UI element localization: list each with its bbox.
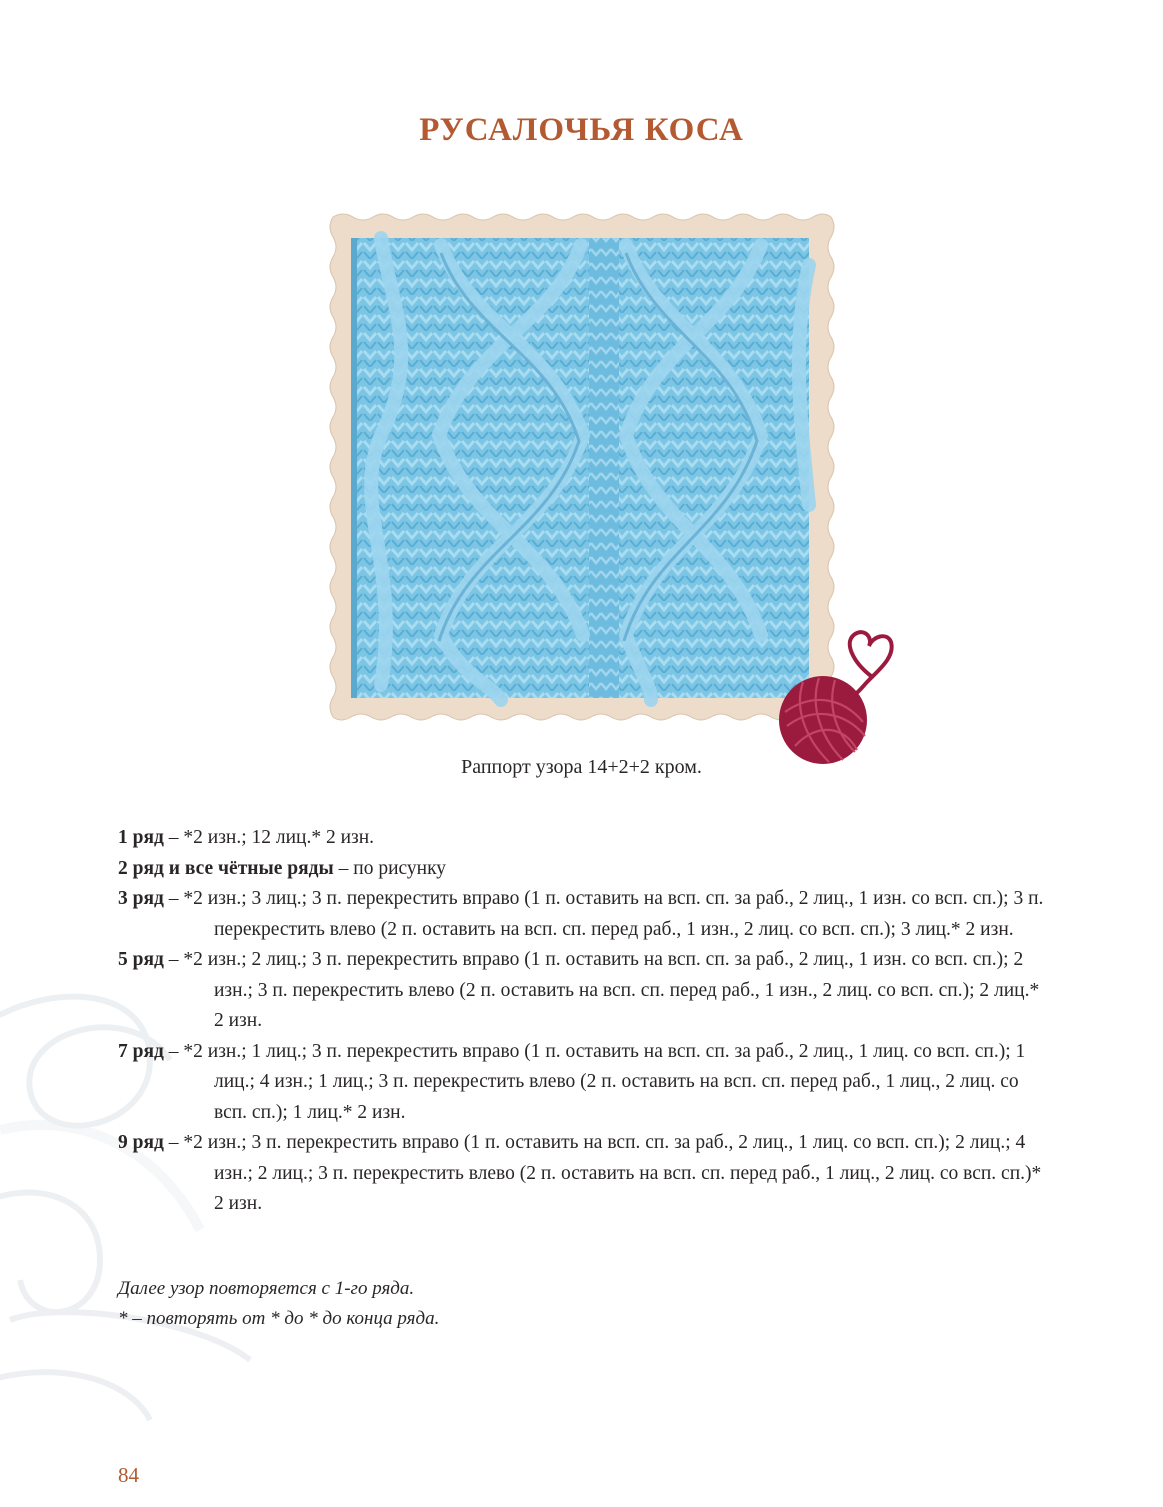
row-label: 7 ряд [118,1040,164,1062]
row-7 [118,1037,1053,1129]
yarn-ball-icon [773,622,903,774]
page-number: 84 [118,1463,139,1487]
pattern-notes [118,1274,439,1334]
note-asterisk: * – повторять от * до * до конца ряда. [118,1308,440,1329]
row-text: – *2 изн.; 1 лиц.; 3 п. перекрестить вправо (1 п. оставить на всп. сп. за раб., 2 лиц., 1 лиц. со всп. сп.); 1 лиц.; 4 изн.; 1 лиц.; 3 п. перекрестить влево (2 п. оставить на всп. сп. перед раб., 1 лиц., 2 лиц. со всп. сп.); 1 лиц.* 2 изн. [163,1040,1026,1123]
row-label: 2 ряд и все чётные ряды [118,857,334,879]
row-text: – по рисунку [333,857,447,879]
row-text: – *2 изн.; 3 лиц.; 3 п. перекрестить вправо (1 п. оставить на всп. сп. за раб., 2 лиц., 1 изн. со всп. сп.); 3 п. перекрестить влево (2 п. оставить на всп. сп. перед раб., 1 изн., 2 лиц. со всп. сп.); 3 лиц.* 2 изн. [163,888,1044,940]
row-text: – *2 изн.; 2 лиц.; 3 п. перекрестить вправо (1 п. оставить на всп. сп. за раб., 2 лиц., 1 изн. со всп. сп.); 2 изн.; 3 п. перекрестить влево (2 п. оставить на всп. сп. перед раб., 1 изн., 2 лиц. со всп. сп.); 2 лиц.* 2 изн. [163,949,1040,1031]
page-title: РУСАЛОЧЬЯ КОСА [419,112,744,148]
row-label: 1 ряд [118,827,164,848]
row-label: 5 ряд [118,949,164,970]
row-5 [118,945,1053,1037]
row-text: – *2 изн.; 12 лиц.* 2 изн. [163,827,375,848]
instruction-rows [118,823,1053,1220]
row-label: 9 ряд [118,1132,164,1153]
knitted-swatch-photo [321,205,841,728]
row-1 [118,823,1053,854]
row-text: – *2 изн.; 3 п. перекрестить вправо (1 п. оставить на всп. сп. за раб., 2 лиц., 1 лиц. со всп. сп.); 2 лиц.; 4 изн.; 2 лиц.; 3 п. перекрестить влево (2 п. оставить на всп. сп. перед раб., 1 лиц., 2 лиц. со всп. сп.)* 2 изн. [163,1132,1042,1214]
row-2 [118,854,1053,885]
row-3 [118,884,1053,945]
row-label: 3 ряд [118,888,164,909]
note-repeat: Далее узор повторяется с 1-го ряда. [118,1278,415,1299]
row-9 [118,1128,1053,1220]
pattern-repeat-caption: Раппорт узора 14+2+2 кром. [461,756,702,778]
